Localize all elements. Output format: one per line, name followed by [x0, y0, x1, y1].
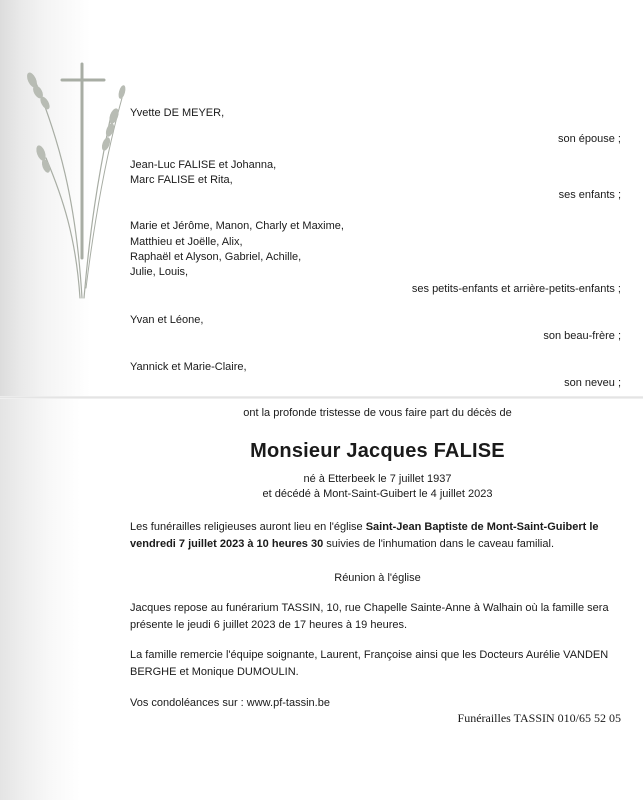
grandchildren-line-1: Marie et Jérôme, Manon, Charly et Maxime,	[130, 220, 344, 232]
children-line-2: Marc FALISE et Rita,	[130, 174, 233, 186]
cross-with-wheat-icon	[18, 58, 128, 308]
grandchildren-line-4: Julie, Louis,	[130, 266, 189, 278]
birth-line: né à Etterbeek le 7 juillet 1937	[303, 473, 452, 485]
brother-in-law-name: Yvan et Léone,	[130, 314, 204, 326]
thanks-paragraph: La famille remercie l'équipe soignante, Laurent, Françoise ainsi que les Docteurs Aurélie VANDEN BERGHE et Monique DUMOULIN.	[130, 649, 609, 678]
funerarium-paragraph: Jacques repose au funérarium TASSIN, 10, rue Chapelle Sainte-Anne à Walhain où la famille sera présente le jeudi 6 juillet 2023 de 17 heures à 19 heures.	[130, 602, 609, 631]
gathering-note: Réunion à l'église	[334, 572, 421, 584]
deceased-name: Monsieur Jacques FALISE	[250, 440, 505, 462]
announcement-intro: ont la profonde tristesse de vous faire part du décès de	[243, 407, 512, 419]
condolences-line: Vos condoléances sur : www.pf-tassin.be	[130, 697, 330, 709]
children-line-1: Jean-Luc FALISE et Johanna,	[130, 159, 277, 171]
death-line: et décédé à Mont-Saint-Guibert le 4 juillet 2023	[262, 488, 493, 500]
funeral-burial: suivies de l'inhumation dans le caveau familial.	[323, 538, 554, 550]
spouse-role: son épouse ;	[558, 133, 621, 145]
church-name: Saint-Jean Baptiste de Mont-Saint-Guibert le	[365, 521, 599, 533]
nephew-role: son neveu ;	[564, 377, 621, 389]
undertaker-footer: Funérailles TASSIN 010/65 52 05	[457, 711, 621, 725]
funeral-intro: Les funérailles religieuses auront lieu en l'église	[130, 521, 366, 533]
spouse-name: Yvette DE MEYER,	[130, 107, 225, 119]
grandchildren-role: ses petits-enfants et arrière-petits-enfants ;	[411, 283, 621, 295]
funeral-date: vendredi 7 juillet 2023 à 10 heures 30	[130, 538, 324, 550]
funeral-paragraph	[130, 519, 630, 553]
nephew-name: Yannick et Marie-Claire,	[130, 361, 247, 373]
children-role: ses enfants ;	[558, 189, 621, 201]
grandchildren-line-2: Matthieu et Joëlle, Alix,	[130, 236, 243, 248]
grandchildren-line-3: Raphaël et Alyson, Gabriel, Achille,	[130, 251, 302, 263]
fold-line	[0, 396, 643, 399]
brother-in-law-role: son beau-frère ;	[543, 330, 621, 342]
